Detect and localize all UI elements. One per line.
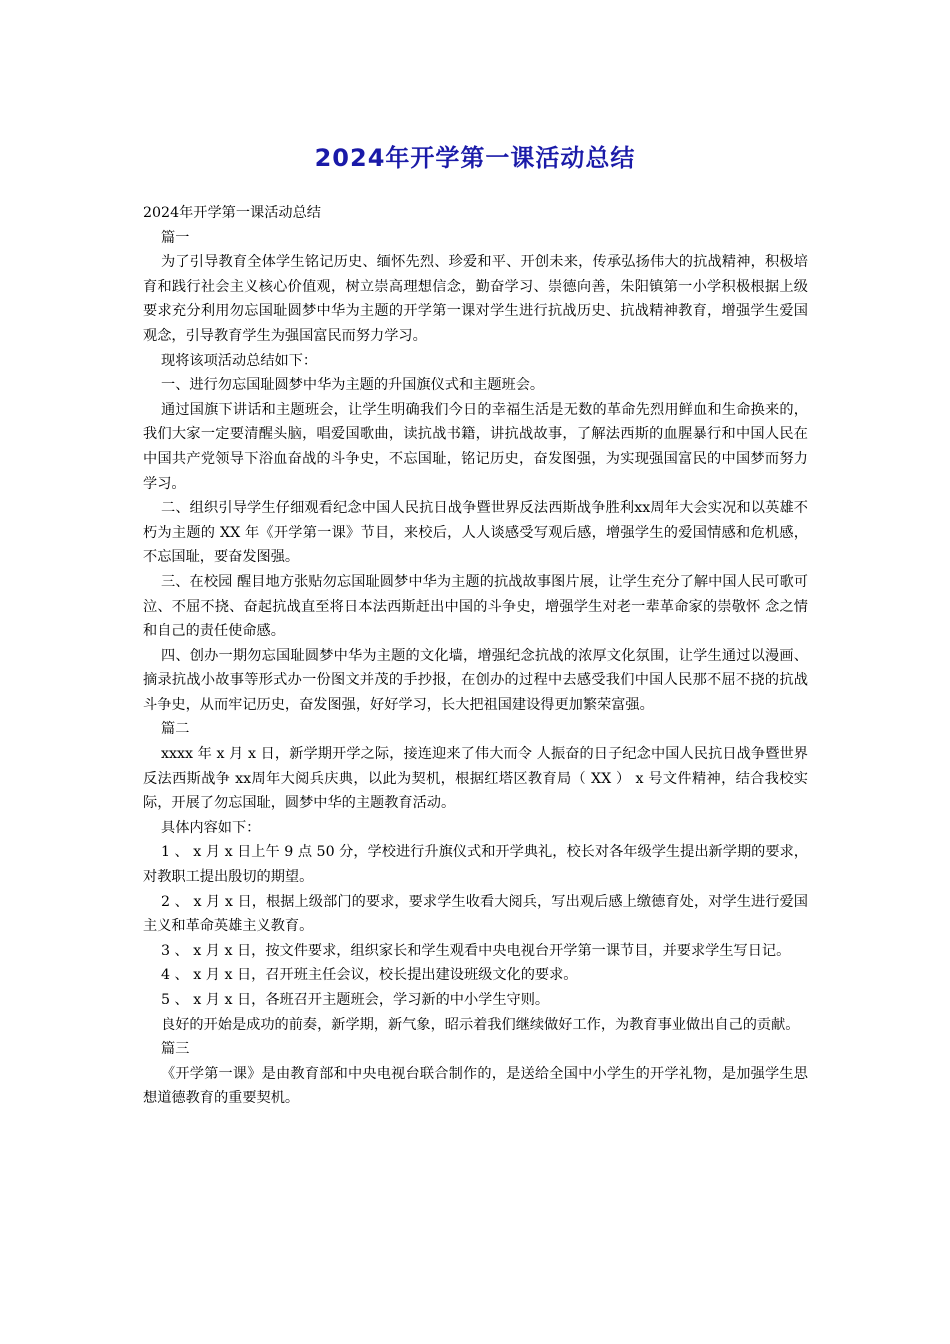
document-subtitle: 2024年开学第一课活动总结: [143, 205, 321, 221]
paragraph: 3 、 x 月 x 日，按文件要求，组织家长和学生观看中央电视台开学第一课节目，并要求学生写日记。: [161, 942, 791, 959]
paragraph: 现将该项活动总结如下：: [161, 352, 318, 369]
paragraph: 为了引导教育全体学生铭记历史、缅怀先烈、珍爱和平、开创未来，传承弘扬伟大的抗战精神，积极培育和践行社会主义核心价值观，树立崇高理想信念，勤奋学习、崇德向善，朱阳镇第一小学积极根据上级要求充分利用勿忘国耻圆梦中华为主题的开学第一课对学生进行抗战历史、抗战精神教育，增强学生爱国观念，引导教育学生为强国富民而努力学习。: [143, 254, 808, 344]
section-label: 篇一: [161, 229, 190, 246]
paragraph: 通过国旗下讲话和主题班会，让学生明确我们今日的幸福生活是无数的革命先烈用鲜血和生命换来的，我们大家一定要清醒头脑，唱爱国歌曲，读抗战书籍，讲抗战故事，了解法西斯的血腥暴行和中国人民在中国共产党领导下浴血奋战的斗争史，不忘国耻，铭记历史，奋发图强，为实现强国富民的中国梦而努力学习。: [143, 401, 808, 492]
paragraph: 一、进行勿忘国耻圆梦中华为主题的升国旗仪式和主题班会。: [161, 377, 545, 394]
section-label: 篇二: [161, 721, 190, 738]
paragraph: 1 、 x 月 x 日上午 9 点 50 分，学校进行升旗仪式和开学典礼，校长对各年级学生提出新学期的要求，对教职工提出殷切的期望。: [143, 844, 808, 886]
paragraph: 5 、 x 月 x 日，各班召开主题班会，学习新的中小学生守则。: [161, 992, 550, 1008]
document-body: [143, 201, 808, 1111]
paragraph: 4 、 x 月 x 日，召开班主任会议，校长提出建设班级文化的要求。: [161, 967, 578, 984]
paragraph: 2 、 x 月 x 日，根据上级部门的要求，要求学生收看大阅兵，写出观后感上缴德育处，对学生进行爱国主义和革命英雄主义教育。: [143, 893, 808, 935]
paragraph: 四、创办一期勿忘国耻圆梦中华为主题的文化墙，增强纪念抗战的浓厚文化氛围，让学生通过以漫画、摘录抗战小故事等形式办一份图文并茂的手抄报，在创办的过程中去感受我们中国人民那不屈不挠的抗战斗争史，从而牢记历史，奋发图强，好好学习，长大把祖国建设得更加繁荣富强。: [143, 647, 808, 713]
paragraph: 三、在校园 醒目地方张贴勿忘国耻圆梦中华为主题的抗战故事图片展，让学生充分了解中国人民可歌可泣、不屈不挠、奋起抗战直至将日本法西斯赶出中国的斗争史，增强学生对老一辈革命家的崇敬怀 念之情和自己的责任使命感。: [143, 573, 808, 640]
paragraph: xxxx 年 x 月 x 日，新学期开学之际，接连迎来了伟大而令 人振奋的日子纪念中国人民抗日战争暨世界反法西斯战争 xx周年大阅兵庆典，以此为契机，根据红塔区教育局（ XX ） x 号文件精神，结合我校实际，开展了勿忘国耻，圆梦中华的主题教育活动。: [143, 746, 808, 812]
section-label: 篇三: [161, 1041, 190, 1058]
paragraph: 《开学第一课》是由教育部和中央电视台联合制作的，是送给全国中小学生的开学礼物，是加强学生思想道德教育的重要契机。: [143, 1065, 808, 1107]
document-title: 2024年开学第一课活动总结: [314, 144, 636, 172]
paragraph: 二、组织引导学生仔细观看纪念中国人民抗日战争暨世界反法西斯战争胜利xx周年大会实况和以英雄不朽为主题的 XX 年《开学第一课》节目，来校后，人人谈感受写观后感，增强学生的爱国情感和危机感，不忘国耻，要奋发图强。: [143, 500, 808, 566]
paragraph: 良好的开始是成功的前奏，新学期，新气象，昭示着我们继续做好工作，为教育事业做出自己的贡献。: [161, 1016, 800, 1033]
paragraph: 具体内容如下：: [161, 819, 261, 836]
